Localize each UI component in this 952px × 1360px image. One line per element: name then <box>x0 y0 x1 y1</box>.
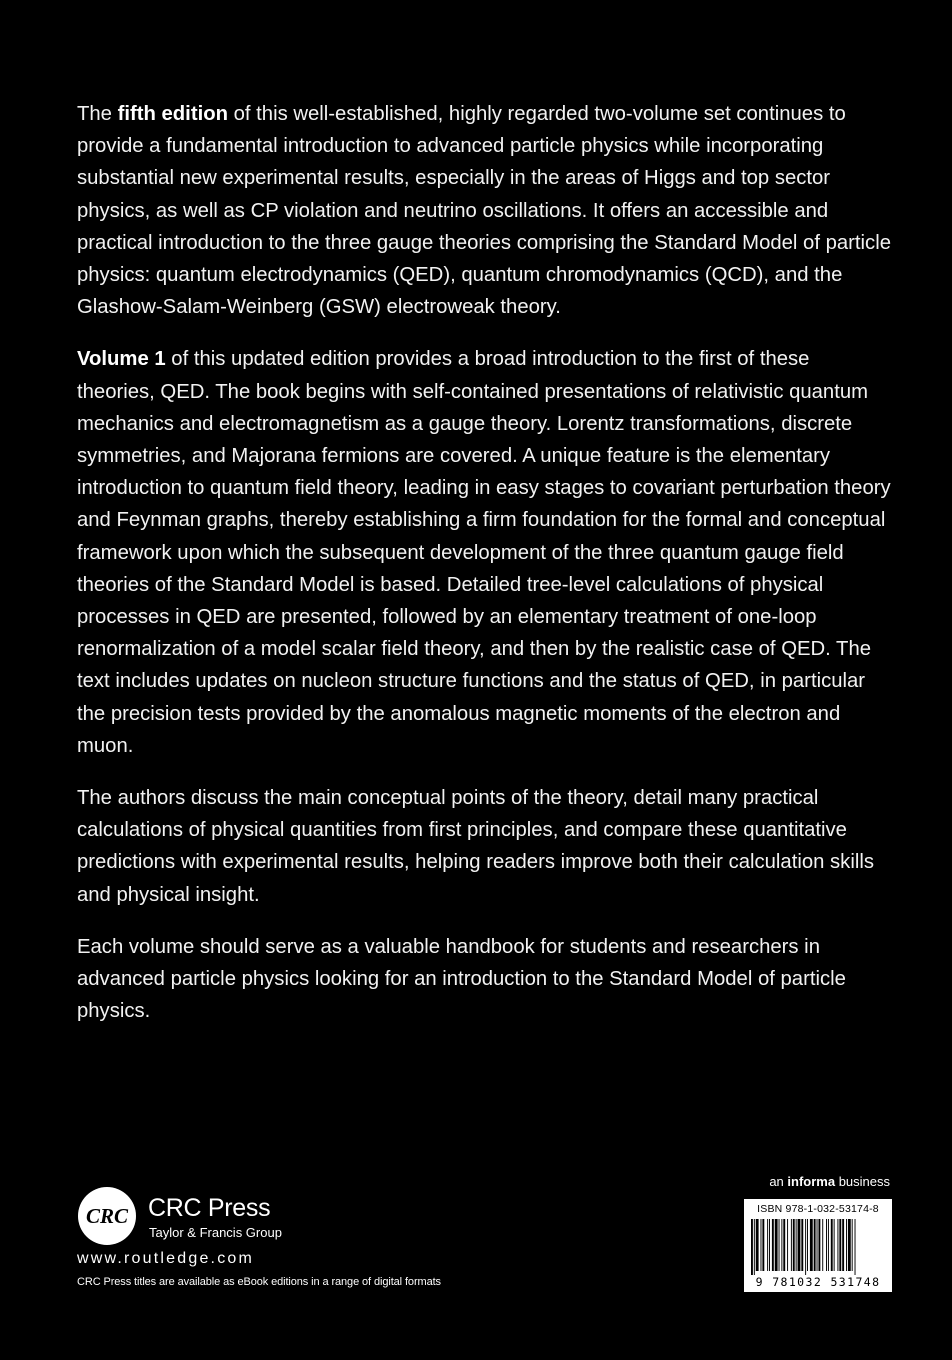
barcode-bar <box>822 1219 823 1271</box>
barcode-bar <box>828 1219 829 1271</box>
blurb-paragraph-4: Each volume should serve as a valuable handbook for students and researchers in advanced particle physics looking for an introduction to the Standard Model of particle physics. <box>77 935 846 1023</box>
crc-logo-icon <box>77 1186 137 1246</box>
barcode-bar <box>798 1219 801 1271</box>
barcode-bar <box>761 1219 762 1271</box>
barcode-bar <box>834 1219 835 1271</box>
barcode-bar <box>772 1219 774 1271</box>
barcode-bar <box>817 1219 818 1271</box>
barcode-bar <box>818 1219 820 1271</box>
barcode-bar <box>814 1219 816 1271</box>
barcode-bar <box>801 1219 803 1271</box>
barcode-bar <box>807 1219 808 1271</box>
emphasis-fifth-edition: fifth edition <box>117 103 228 125</box>
barcode-bar <box>783 1219 785 1271</box>
blurb-paragraph-2: Volume 1 of this updated edition provides a broad introduction to the first of these theories, QED. The book begins with self-contained presentations of relativistic quantum mechanics and electromagnetism as a gauge theory. Lorentz transformations, discrete symmetries, and Majorana fermions are covered. A unique feature is the elementary introduction to quantum field theory, leading in easy stages to covariant perturbation theory and Feynman graphs, thereby establishing a firm foundation for the formal and conceptual framework upon which the subsequent development of the three quantum gauge field theories of the Standard Model is based. Detailed tree-level calculations of physical processes in QED are presented, followed by an elementary treatment of one-loop renormalization of a model scalar field theory, and then by the realistic case of QED. The text includes updates on nucleon structure functions and the status of QED, in particular the precision tests provided by the anomalous magnetic moments of the electron and muon. <box>77 348 891 757</box>
barcode-bar <box>775 1219 778 1271</box>
publisher-block <box>77 1185 597 1295</box>
barcode-bar <box>756 1219 759 1271</box>
barcode-bar <box>754 1219 755 1275</box>
barcode-bar <box>842 1219 844 1271</box>
ebook-note: CRC Press titles are available as eBook editions in a range of digital formats <box>77 1276 441 1288</box>
barcode-bar <box>846 1219 847 1271</box>
barcode-bar <box>791 1219 792 1271</box>
barcode-bar <box>831 1219 833 1271</box>
barcode-bar <box>837 1219 838 1271</box>
informa-tagline: an informa business <box>769 1174 890 1189</box>
isbn-label: ISBN 978-1-032-53174-8 <box>757 1203 879 1215</box>
blurb-text <box>77 98 892 1047</box>
barcode-bar <box>855 1219 856 1275</box>
barcode-bar <box>781 1219 782 1271</box>
barcode-bars-icon <box>749 1219 887 1275</box>
blurb-paragraph-3: The authors discuss the main conceptual points of the theory, detail many practical calculations of physical quantities from first principles, and compare these quantitative predictions with experimental results, helping readers improve both their calculation skills and physical insight. <box>77 787 874 906</box>
barcode-digits: 9 781032 531748 <box>755 1275 881 1289</box>
emphasis-volume-1: Volume 1 <box>77 348 166 371</box>
barcode-bar <box>793 1219 795 1271</box>
barcode-bar <box>751 1219 753 1275</box>
publisher-name: CRC Press <box>148 1194 271 1222</box>
blurb-paragraph-1: The fifth edition of this well-established, highly regarded two-volume set continues to provide a fundamental introduction to advanced particle physics while incorporating substantial new experimental results, especially in the areas of Higgs and top sector physics, as well as CP violation and neutrino oscillations. It offers an accessible and practical introduction to the three gauge theories comprising the Standard Model of particle physics: quantum electrodynamics (QED), quantum chromodynamics (QCD), and the Glashow-Salam-Weinberg (GSW) electroweak theory. <box>77 103 891 319</box>
barcode-bar <box>769 1219 770 1271</box>
crc-logo-text: CRC <box>85 1204 129 1228</box>
publisher-group: Taylor & Francis Group <box>149 1225 282 1240</box>
barcode-bar <box>810 1219 813 1271</box>
barcode-bar <box>767 1219 768 1271</box>
barcode-bar <box>779 1219 780 1271</box>
barcode-bar <box>852 1219 853 1271</box>
barcode-bar <box>762 1219 764 1271</box>
barcode-bar <box>796 1219 797 1271</box>
barcode-bar <box>805 1219 806 1275</box>
barcode-bar <box>839 1219 841 1271</box>
barcode-bar <box>787 1219 788 1271</box>
barcode-bar <box>848 1219 851 1271</box>
publisher-website[interactable]: www.routledge.com <box>77 1250 255 1267</box>
isbn-barcode <box>744 1199 892 1292</box>
barcode-bar <box>826 1219 827 1271</box>
